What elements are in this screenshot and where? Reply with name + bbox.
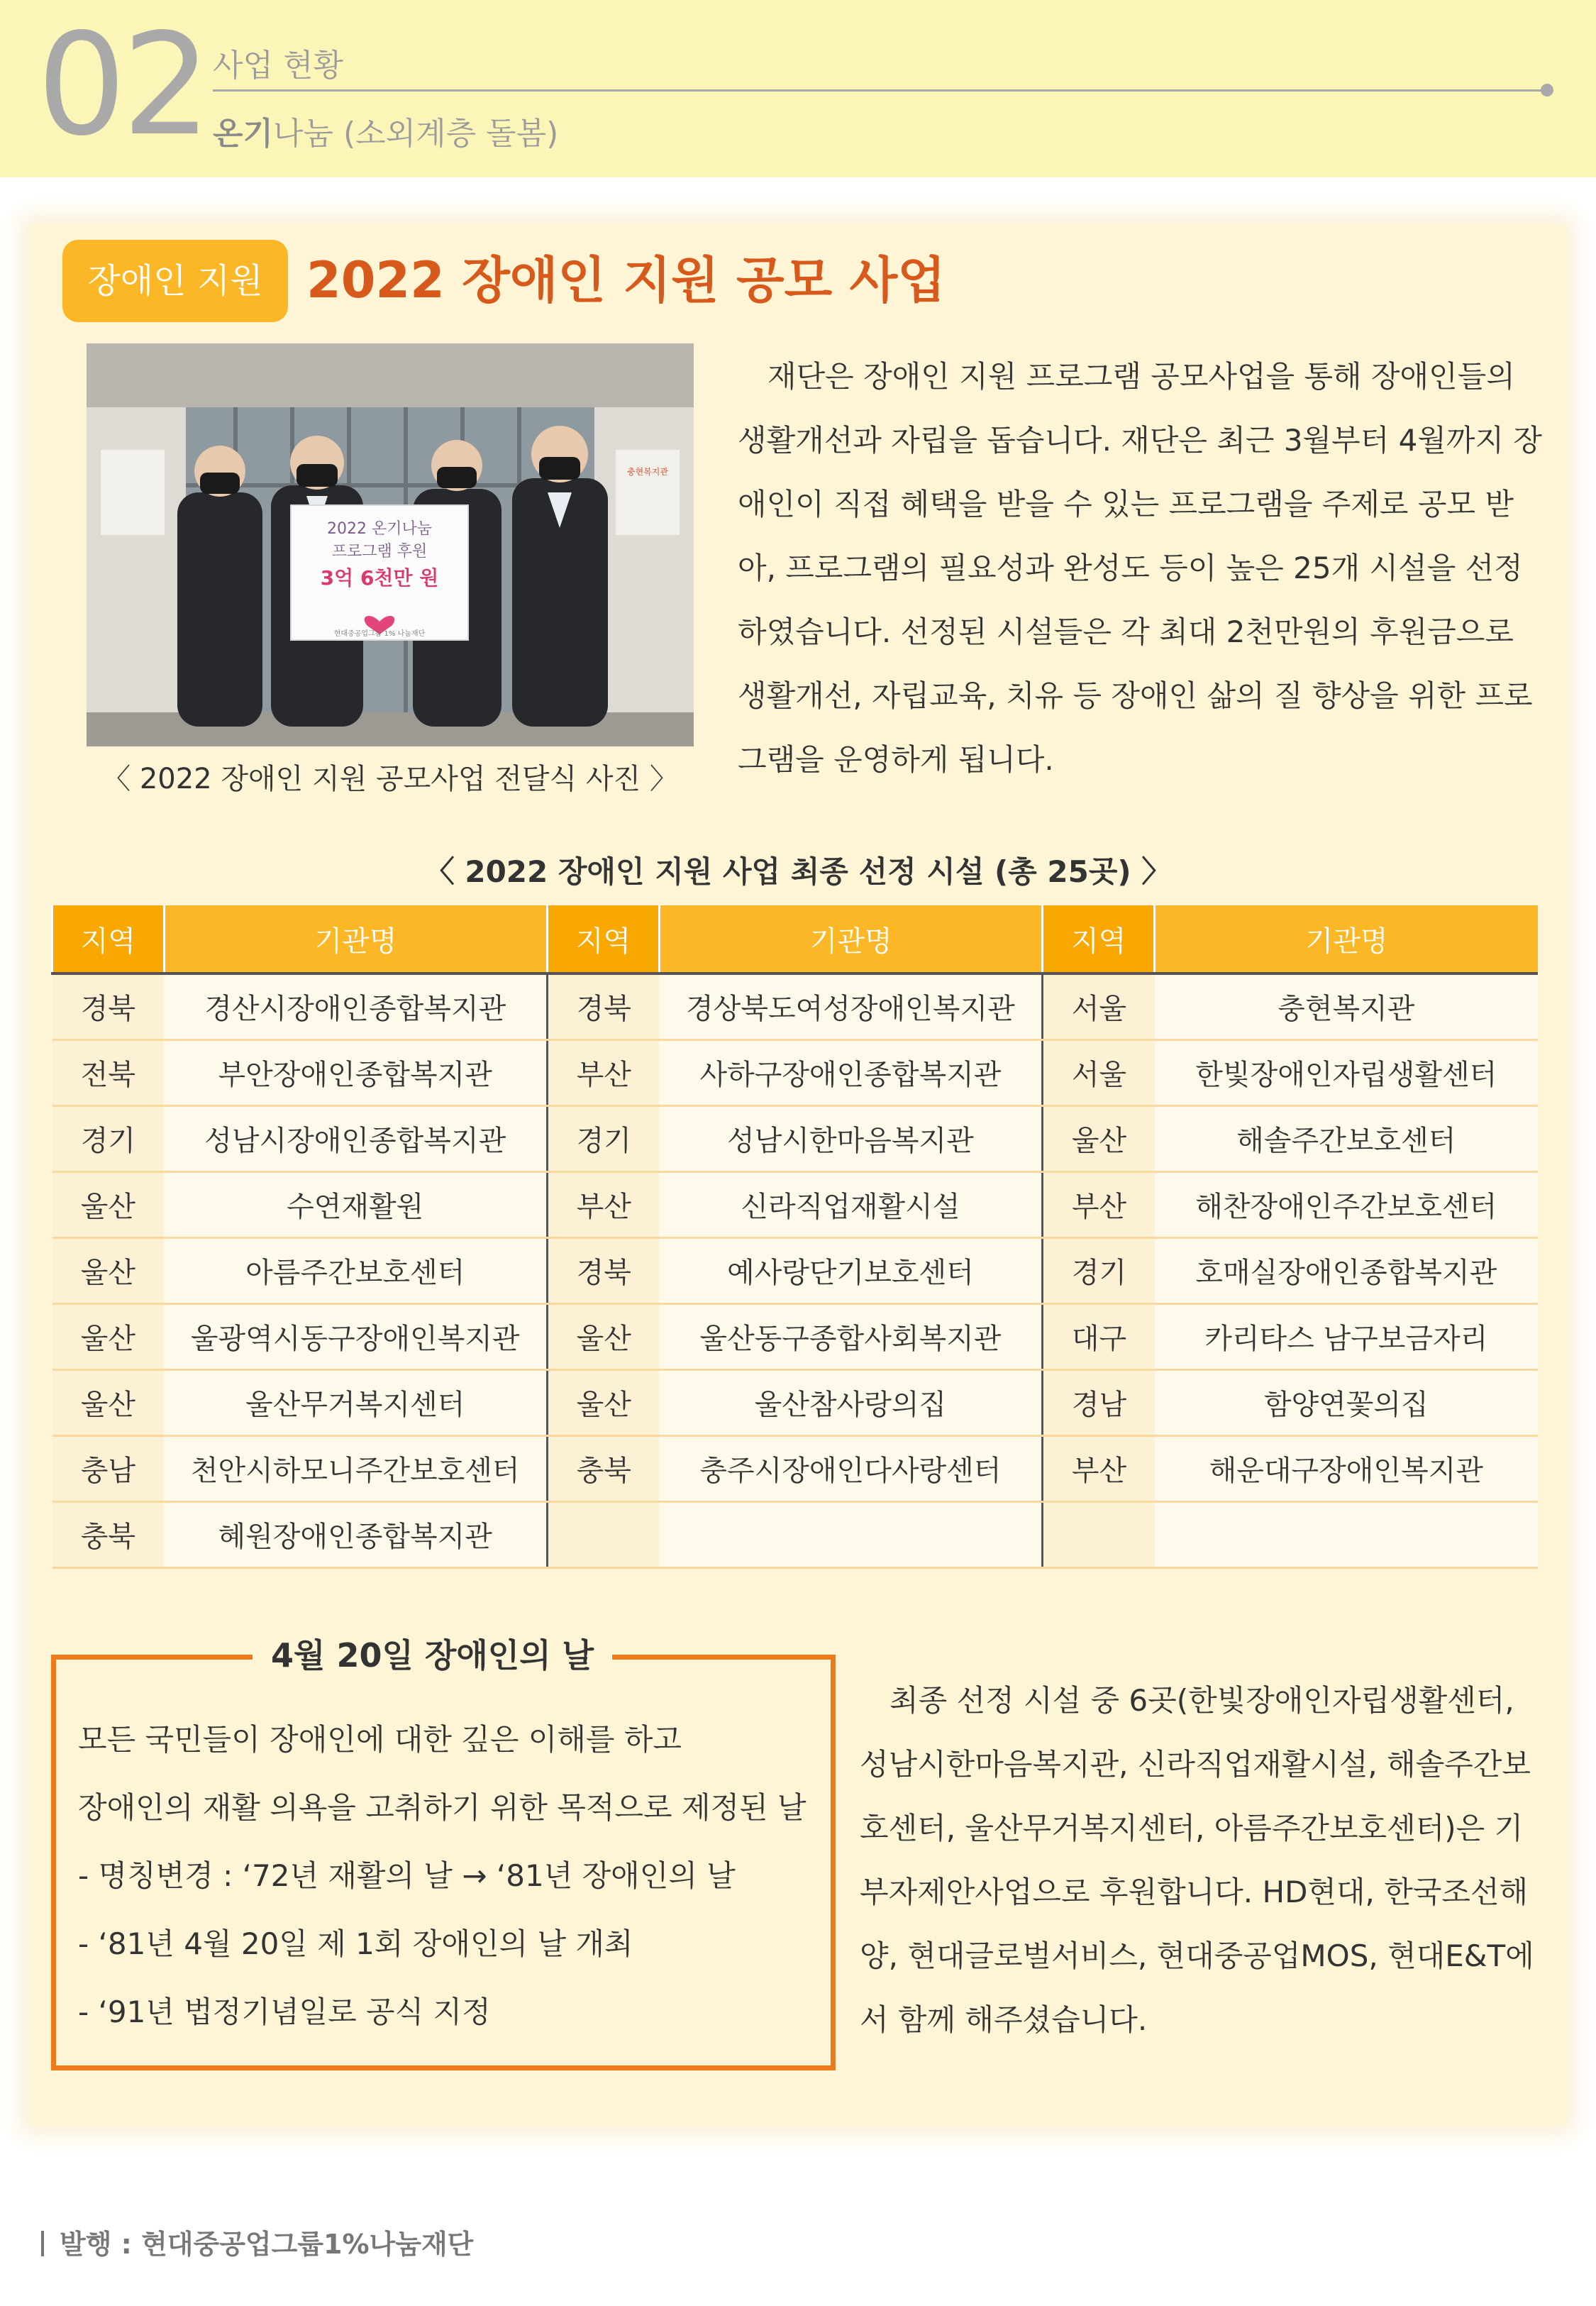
ceremony-photo <box>87 343 694 746</box>
organization-cell: 수연재활원 <box>164 1171 547 1237</box>
region-cell: 경기 <box>1043 1237 1155 1303</box>
section-title: 사업 현황 <box>213 48 344 84</box>
region-cell: 울산 <box>1043 1105 1155 1171</box>
section-subtitle <box>213 108 558 153</box>
region-cell: 울산 <box>52 1171 165 1237</box>
col-header-org: 기관명 <box>1155 905 1538 973</box>
section-number: 02 <box>37 3 207 167</box>
region-cell: 경북 <box>548 1237 660 1303</box>
table-row <box>52 1039 1539 1105</box>
article-title: 2022 장애인 지원 공모 사업 <box>306 251 946 309</box>
footer-bar <box>41 2231 44 2256</box>
organization-cell: 예사랑단기보호센터 <box>659 1237 1042 1303</box>
region-cell: 부산 <box>1043 1435 1155 1501</box>
region-cell: 울산 <box>52 1237 165 1303</box>
region-cell: 경북 <box>548 973 660 1039</box>
facility-table <box>51 905 1538 1569</box>
organization-cell: 천안시하모니주간보호센터 <box>164 1435 547 1501</box>
table-row <box>52 1171 1539 1237</box>
organization-cell <box>659 1501 1042 1567</box>
disability-day-line: 장애인의 재활 의욕을 고취하기 위한 목적으로 제정된 날 <box>78 1790 807 1825</box>
region-cell: 경기 <box>548 1105 660 1171</box>
col-header-region: 지역 <box>548 905 660 973</box>
organization-cell: 울산무거복지센터 <box>164 1369 547 1435</box>
organization-cell: 부안장애인종합복지관 <box>164 1039 547 1105</box>
table-row <box>52 1501 1539 1567</box>
region-cell: 부산 <box>548 1171 660 1237</box>
organization-cell: 카리타스 남구보금자리 <box>1155 1303 1538 1369</box>
col-header-org: 기관명 <box>164 905 547 973</box>
organization-cell: 울광역시동구장애인복지관 <box>164 1303 547 1369</box>
region-cell: 대구 <box>1043 1303 1155 1369</box>
organization-cell: 호매실장애인종합복지관 <box>1155 1237 1538 1303</box>
region-cell: 서울 <box>1043 1039 1155 1105</box>
table-row <box>52 1435 1539 1501</box>
sign-line-3: 3억 6천만 원 <box>320 566 439 590</box>
organization-cell: 경상북도여성장애인복지관 <box>659 973 1042 1039</box>
table-caption: 〈 2022 장애인 지원 사업 최종 선정 시설 (총 25곳) 〉 <box>424 854 1172 889</box>
section-subtitle-rest: 나눔 (소외계층 돌봄) <box>273 116 559 152</box>
organization-cell: 신라직업재활시설 <box>659 1171 1042 1237</box>
col-header-org: 기관명 <box>659 905 1042 973</box>
region-cell: 부산 <box>548 1039 660 1105</box>
disability-day-line: - 명칭변경 : ‘72년 재활의 날 → ‘81년 장애인의 날 <box>78 1858 736 1893</box>
organization-cell: 울산참사랑의집 <box>659 1369 1042 1435</box>
region-cell <box>1043 1501 1155 1567</box>
table-row <box>52 1237 1539 1303</box>
region-cell: 충북 <box>548 1435 660 1501</box>
organization-cell: 울산동구종합사회복지관 <box>659 1303 1042 1369</box>
organization-cell: 성남시한마음복지관 <box>659 1105 1042 1171</box>
publisher-text: 발행 : 현대중공업그룹1%나눔재단 <box>60 2229 474 2260</box>
ceremony-photo-illustration <box>87 343 694 746</box>
outro-text <box>860 1669 1548 2052</box>
region-cell: 경남 <box>1043 1369 1155 1435</box>
disability-day-line: - ‘91년 법정기념일로 공식 지정 <box>78 1995 491 2029</box>
photo-caption: 〈 2022 장애인 지원 공모사업 전달식 사진 〉 <box>102 763 678 795</box>
region-cell: 경기 <box>52 1105 165 1171</box>
outro-paragraph: 최종 선정 시설 중 6곳(한빛장애인자립생활센터, 성남시한마음복지관, 신라직업재활시설, 해솔주간보호센터, 울산무거복지센터, 아름주간보호센터)은 기부자제안사업으로 후원합니다. HD현대, 한국조선해양, 현대글로벌서비스, 현대중공업MOS, 현대E&T에서 함께 해주셨습니다. <box>860 1683 1534 2037</box>
sign-footer: 현대중공업그룹 1% 나눔재단 <box>333 630 426 638</box>
region-cell: 경북 <box>52 973 165 1039</box>
region-cell: 울산 <box>548 1369 660 1435</box>
organization-cell: 혜원장애인종합복지관 <box>164 1501 547 1567</box>
organization-cell: 해찬장애인주간보호센터 <box>1155 1171 1538 1237</box>
category-tag: 장애인 지원 <box>62 240 288 322</box>
col-header-region: 지역 <box>1043 905 1155 973</box>
organization-cell: 충현복지관 <box>1155 973 1538 1039</box>
region-cell: 충북 <box>52 1501 165 1567</box>
table-body <box>52 973 1539 1567</box>
col-header-region: 지역 <box>52 905 165 973</box>
building-sign-text: 충현복지관 <box>627 467 668 477</box>
organization-cell: 한빛장애인자립생활센터 <box>1155 1039 1538 1105</box>
intro-text <box>738 345 1546 792</box>
page-header <box>0 0 1596 177</box>
organization-cell: 아름주간보호센터 <box>164 1237 547 1303</box>
region-cell: 서울 <box>1043 973 1155 1039</box>
region-cell: 울산 <box>52 1303 165 1369</box>
organization-cell: 경산시장애인종합복지관 <box>164 973 547 1039</box>
disability-day-body <box>78 1706 830 2046</box>
table-row <box>52 1105 1539 1171</box>
table-row <box>52 1369 1539 1435</box>
disability-day-title: 4월 20일 장애인의 날 <box>253 1632 612 1679</box>
region-cell: 울산 <box>548 1303 660 1369</box>
publisher-footer <box>41 2222 473 2261</box>
disability-day-line: 모든 국민들이 장애인에 대한 깊은 이해를 하고 <box>78 1722 682 1757</box>
organization-cell: 함양연꽃의집 <box>1155 1369 1538 1435</box>
header-divider <box>213 89 1546 92</box>
region-cell: 충남 <box>52 1435 165 1501</box>
table-header-row <box>52 905 1539 973</box>
region-cell: 울산 <box>52 1369 165 1435</box>
sign-line-2: 프로그램 후원 <box>331 543 428 561</box>
disability-day-line: - ‘81년 4월 20일 제 1회 장애인의 날 개최 <box>78 1926 633 1961</box>
table-row <box>52 973 1539 1039</box>
organization-cell: 충주시장애인다사랑센터 <box>659 1435 1042 1501</box>
intro-paragraph: 재단은 장애인 지원 프로그램 공모사업을 통해 장애인들의 생활개선과 자립을 돕습니다. 재단은 최근 3월부터 4월까지 장애인이 직접 혜택을 받을 수 있는 프로그램을 주제로 공모 받아, 프로그램의 필요성과 완성도 등이 높은 25개 시설을 선정하였습니다. 선정된 시설들은 각 최대 2천만원의 후원금으로 생활개선, 자립교육, 치유 등 장애인 삶의 질 향상을 위한 프로그램을 운영하게 됩니다. <box>738 359 1542 777</box>
region-cell: 부산 <box>1043 1171 1155 1237</box>
organization-cell: 사하구장애인종합복지관 <box>659 1039 1042 1105</box>
sign-line-1: 2022 온기나눔 <box>327 520 432 538</box>
region-cell <box>548 1501 660 1567</box>
table-row <box>52 1303 1539 1369</box>
organization-cell: 해운대구장애인복지관 <box>1155 1435 1538 1501</box>
organization-cell <box>1155 1501 1538 1567</box>
section-subtitle-bold: 온기 <box>213 116 274 152</box>
organization-cell: 해솔주간보호센터 <box>1155 1105 1538 1171</box>
organization-cell: 성남시장애인종합복지관 <box>164 1105 547 1171</box>
header-divider-dot <box>1541 84 1553 96</box>
region-cell: 전북 <box>52 1039 165 1105</box>
